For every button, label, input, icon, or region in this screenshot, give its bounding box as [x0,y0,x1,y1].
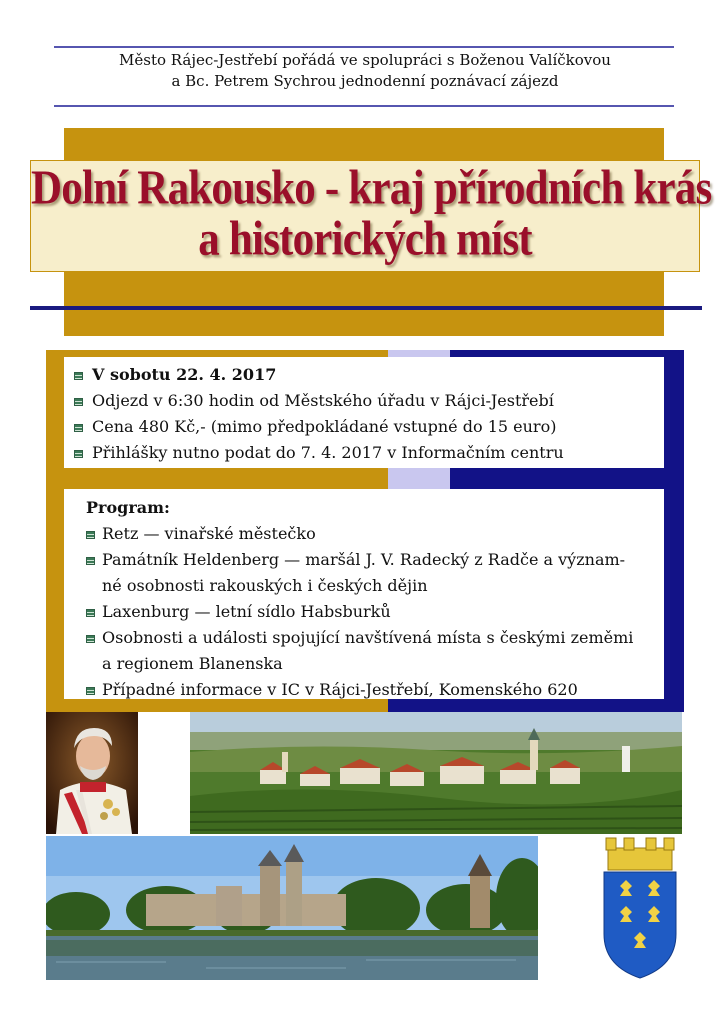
intro-line-2: a Bc. Petrem Sychrou jednodenní poznávací zájezd [171,72,559,90]
list-item: Památník Heldenberg — maršál J. V. Radecký z Radče a význam- [74,547,664,573]
bullet-icon [74,424,83,432]
retz-landscape-photo [190,712,682,834]
laxenburg-castle-photo [46,836,538,980]
title-line-1: Dolní Rakousko - kraj přírodních krás [31,162,712,215]
program-box [64,489,664,699]
list-item-continuation: a regionem Blanenska [102,654,283,673]
bullet-icon [86,609,95,617]
list-item: Retz — vinařské městečko [74,521,664,547]
bullet-icon [86,635,95,643]
list-item: Přihlášky nutno podat do 7. 4. 2017 v Informačním centru [74,440,664,466]
intro-line-1: Město Rájec-Jestřebí pořádá ve spolupráci s Boženou Valíčkovou [119,51,611,69]
list-item: Laxenburg — letní sídlo Habsburků [74,599,664,625]
bullet-icon [86,531,95,539]
title-banner [30,160,712,272]
bullet-icon [74,372,83,380]
list-item: Případné informace v IC v Rájci-Jestřebí, Komenského 620 [74,677,664,703]
bullet-icon [74,450,83,458]
intro-bottom-rule [54,105,674,107]
info-frame-light [388,350,450,357]
program-frame-light [388,478,450,489]
title-line-2: a historických míst [198,213,532,266]
intro-text [60,50,670,92]
list-item: Osobnosti a události spojující navštívená místa s českými zeměmi [74,625,664,651]
bullet-icon [86,557,95,565]
coat-of-arms-image [598,836,682,980]
portrait-photo [46,712,138,834]
program-heading: Program: [86,498,170,517]
info-frame-light-bottom [388,468,450,478]
list-item-continuation: né osobnosti rakouských i českých dějin [102,576,428,595]
bullet-icon [74,398,83,406]
bullet-icon [86,687,95,695]
title-navy-rule [30,306,702,310]
list-item: Odjezd v 6:30 hodin od Městského úřadu v Rájci-Jestřebí [74,388,664,414]
list-item: Cena 480 Kč,- (mimo předpokládané vstupné do 15 euro) [74,414,664,440]
top-rule [54,46,674,48]
event-info [64,357,664,468]
list-item: V sobotu 22. 4. 2017 [74,362,664,388]
